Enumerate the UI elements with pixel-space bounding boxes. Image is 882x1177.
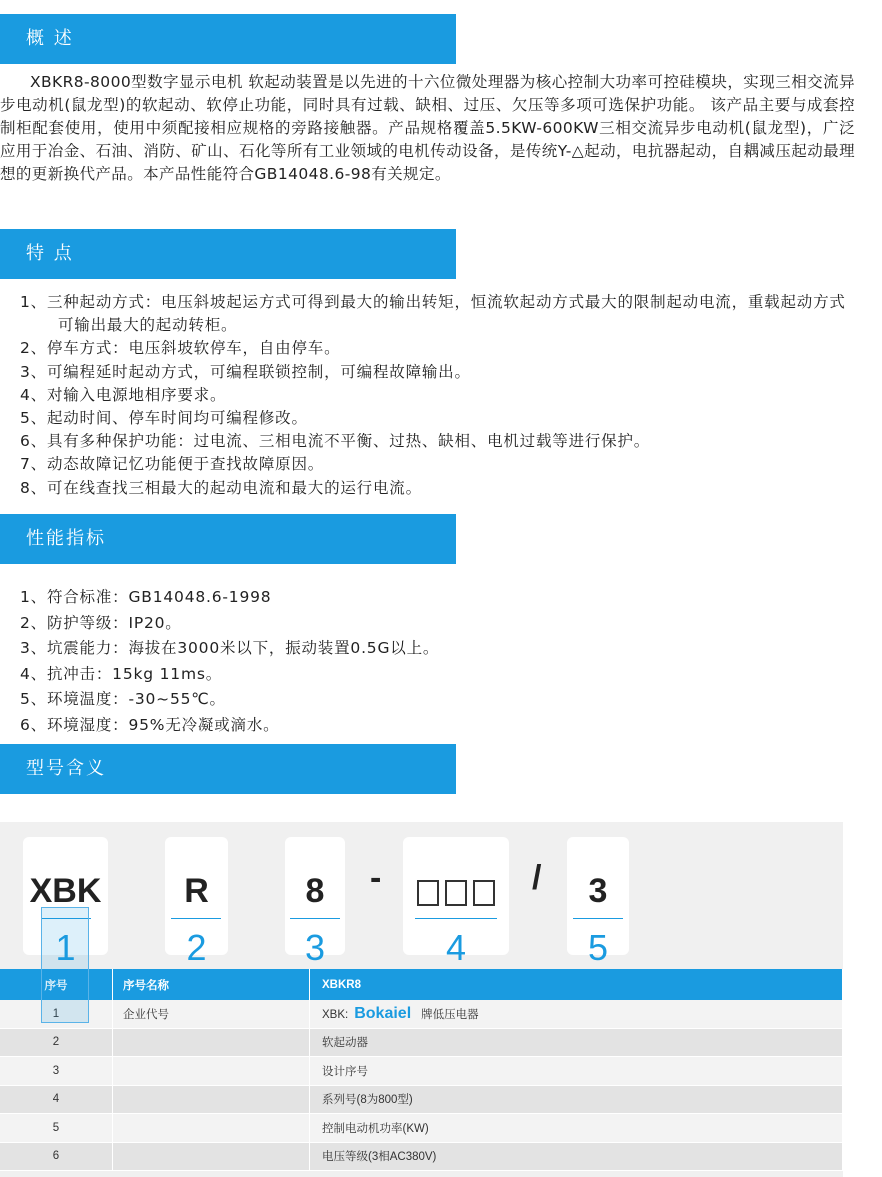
highlight-box: [41, 907, 89, 1023]
section-header-features: [0, 229, 456, 279]
list-item: 5、环境温度：-30~55℃。: [20, 690, 226, 708]
list-item: 7、动态故障记忆功能便于查找故障原因。: [20, 455, 325, 474]
section-header-model: [0, 744, 456, 794]
model-part-underline: [415, 918, 497, 919]
list-item: 2、停车方式：电压斜坡软停车，自由停车。: [20, 339, 341, 358]
list-item: 4、抗冲击：15kg 11ms。: [20, 664, 223, 683]
table-row: [0, 1085, 843, 1114]
list-item: 4、对输入电源地相序要求。: [20, 385, 227, 404]
model-part-box: [403, 837, 509, 968]
list-item: 1、符合标准：GB14048.6-1998: [20, 588, 272, 606]
model-part-code: 8: [305, 872, 325, 910]
table-cell: 控制电动机功率(KW): [310, 1114, 843, 1143]
table-cell: [113, 1142, 310, 1171]
column-header: 序号名称: [113, 969, 310, 1000]
model-part-code: R: [184, 872, 209, 910]
overview-paragraph: XBKR8-8000型数字显示电机 软起动装置是以先进的十六位微处理器为核心控制大功率可控硅模块，实现三相交流异步电动机(鼠龙型)的软起动、软停止功能，同时具有过载、缺相、过压、欠压等多项可选保护功能。 该产品主要与成套控制柜配套使用，使用中须配接相应规格的旁路接触器。产品规格覆盖5.5KW-600KW三相交流异步电动机(鼠龙型)，广泛应用于冶金、石油、消防、矿山、石化等所有工业领域的电机传动设备，是传统Y-△起动，电抗器起动，自耦减压起动最理想的更新换代产品。本产品性能符合GB14048.6-98有关规定。: [0, 73, 855, 183]
table-cell: 设计序号: [310, 1057, 843, 1086]
table-cell: [113, 1085, 310, 1114]
model-part-underline: [573, 918, 623, 919]
section-header-overview: [0, 14, 456, 64]
model-part-code: [403, 872, 509, 911]
table-cell: 企业代号: [113, 1000, 310, 1028]
table-cell: 2: [0, 1028, 113, 1057]
list-item: 3、坑震能力：海拔在3000米以下，振动装置0.5G以上。: [20, 639, 440, 657]
table-cell: [113, 1028, 310, 1057]
list-item: 3、可编程延时起动方式，可编程联锁控制，可编程故障输出。: [20, 362, 471, 381]
table-cell: 软起动器: [310, 1028, 843, 1057]
table-cell: 5: [0, 1114, 113, 1143]
model-part-underline: [290, 918, 340, 919]
table-header-row: [0, 969, 843, 1000]
model-part-code: XBK: [29, 872, 102, 910]
table-row: [0, 1142, 843, 1171]
brand-prefix: XBK:: [322, 1008, 349, 1021]
column-header: XBKR8: [310, 969, 843, 1000]
table-row: [0, 1114, 843, 1143]
model-part-number: 1: [55, 927, 76, 968]
table-cell: [113, 1057, 310, 1086]
table-row: [0, 1057, 843, 1086]
model-spec-table: [0, 969, 843, 1171]
model-separator: /: [532, 859, 542, 897]
table-cell: 1: [0, 1000, 113, 1028]
table-cell: 4: [0, 1085, 113, 1114]
section-header-performance: [0, 514, 456, 564]
table-row: [0, 1028, 843, 1057]
table-cell: 6: [0, 1142, 113, 1171]
table-cell: [310, 1000, 843, 1028]
column-header: 序号: [0, 969, 113, 1000]
model-part-box: [285, 837, 345, 968]
square-icon: [445, 880, 467, 906]
brand-suffix: 牌低压电器: [421, 1008, 479, 1021]
model-part-number: 2: [186, 927, 207, 968]
square-icon: [417, 880, 439, 906]
performance-list: [20, 585, 850, 738]
model-part-box: [165, 837, 228, 968]
features-list: [20, 291, 850, 500]
table-cell: 系列号(8为800型): [310, 1085, 843, 1114]
square-icon: [473, 880, 495, 906]
section-title: 型号含义: [26, 758, 106, 779]
list-item: 6、具有多种保护功能：过电流、三相电流不平衡、过热、缺相、电机过载等进行保护。: [20, 432, 651, 451]
list-item: 6、环境湿度：95%无冷凝或滴水。: [20, 715, 280, 734]
model-part-underline: [171, 918, 221, 919]
model-separator: -: [370, 859, 382, 897]
brand-logo: Bokaiel: [354, 1004, 412, 1022]
section-title: 特 点: [26, 243, 74, 264]
table-cell: 电压等级(3相AC380V): [310, 1142, 843, 1171]
model-part-number: 4: [445, 927, 467, 968]
model-part-box: [567, 837, 629, 968]
model-part-code: 3: [588, 872, 608, 910]
table-cell: [113, 1114, 310, 1143]
table-cell: 3: [0, 1057, 113, 1086]
model-part-number: 3: [304, 927, 326, 968]
model-part-number: 5: [587, 927, 609, 968]
section-title: 性能指标: [26, 528, 106, 549]
list-item: 8、可在线查找三相最大的起动电流和最大的运行电流。: [20, 478, 422, 497]
section-title: 概 述: [26, 28, 74, 49]
list-item: 1、三种起动方式：电压斜坡起运方式可得到最大的输出转矩，恒流软起动方式最大的限制起动电流，重载起动方式可输出最大的起动转柜。: [20, 293, 846, 335]
table-row: [0, 1000, 843, 1028]
list-item: 5、起动时间、停车时间均可编程修改。: [20, 409, 308, 428]
list-item: 2、防护等级：IP20。: [20, 613, 182, 632]
